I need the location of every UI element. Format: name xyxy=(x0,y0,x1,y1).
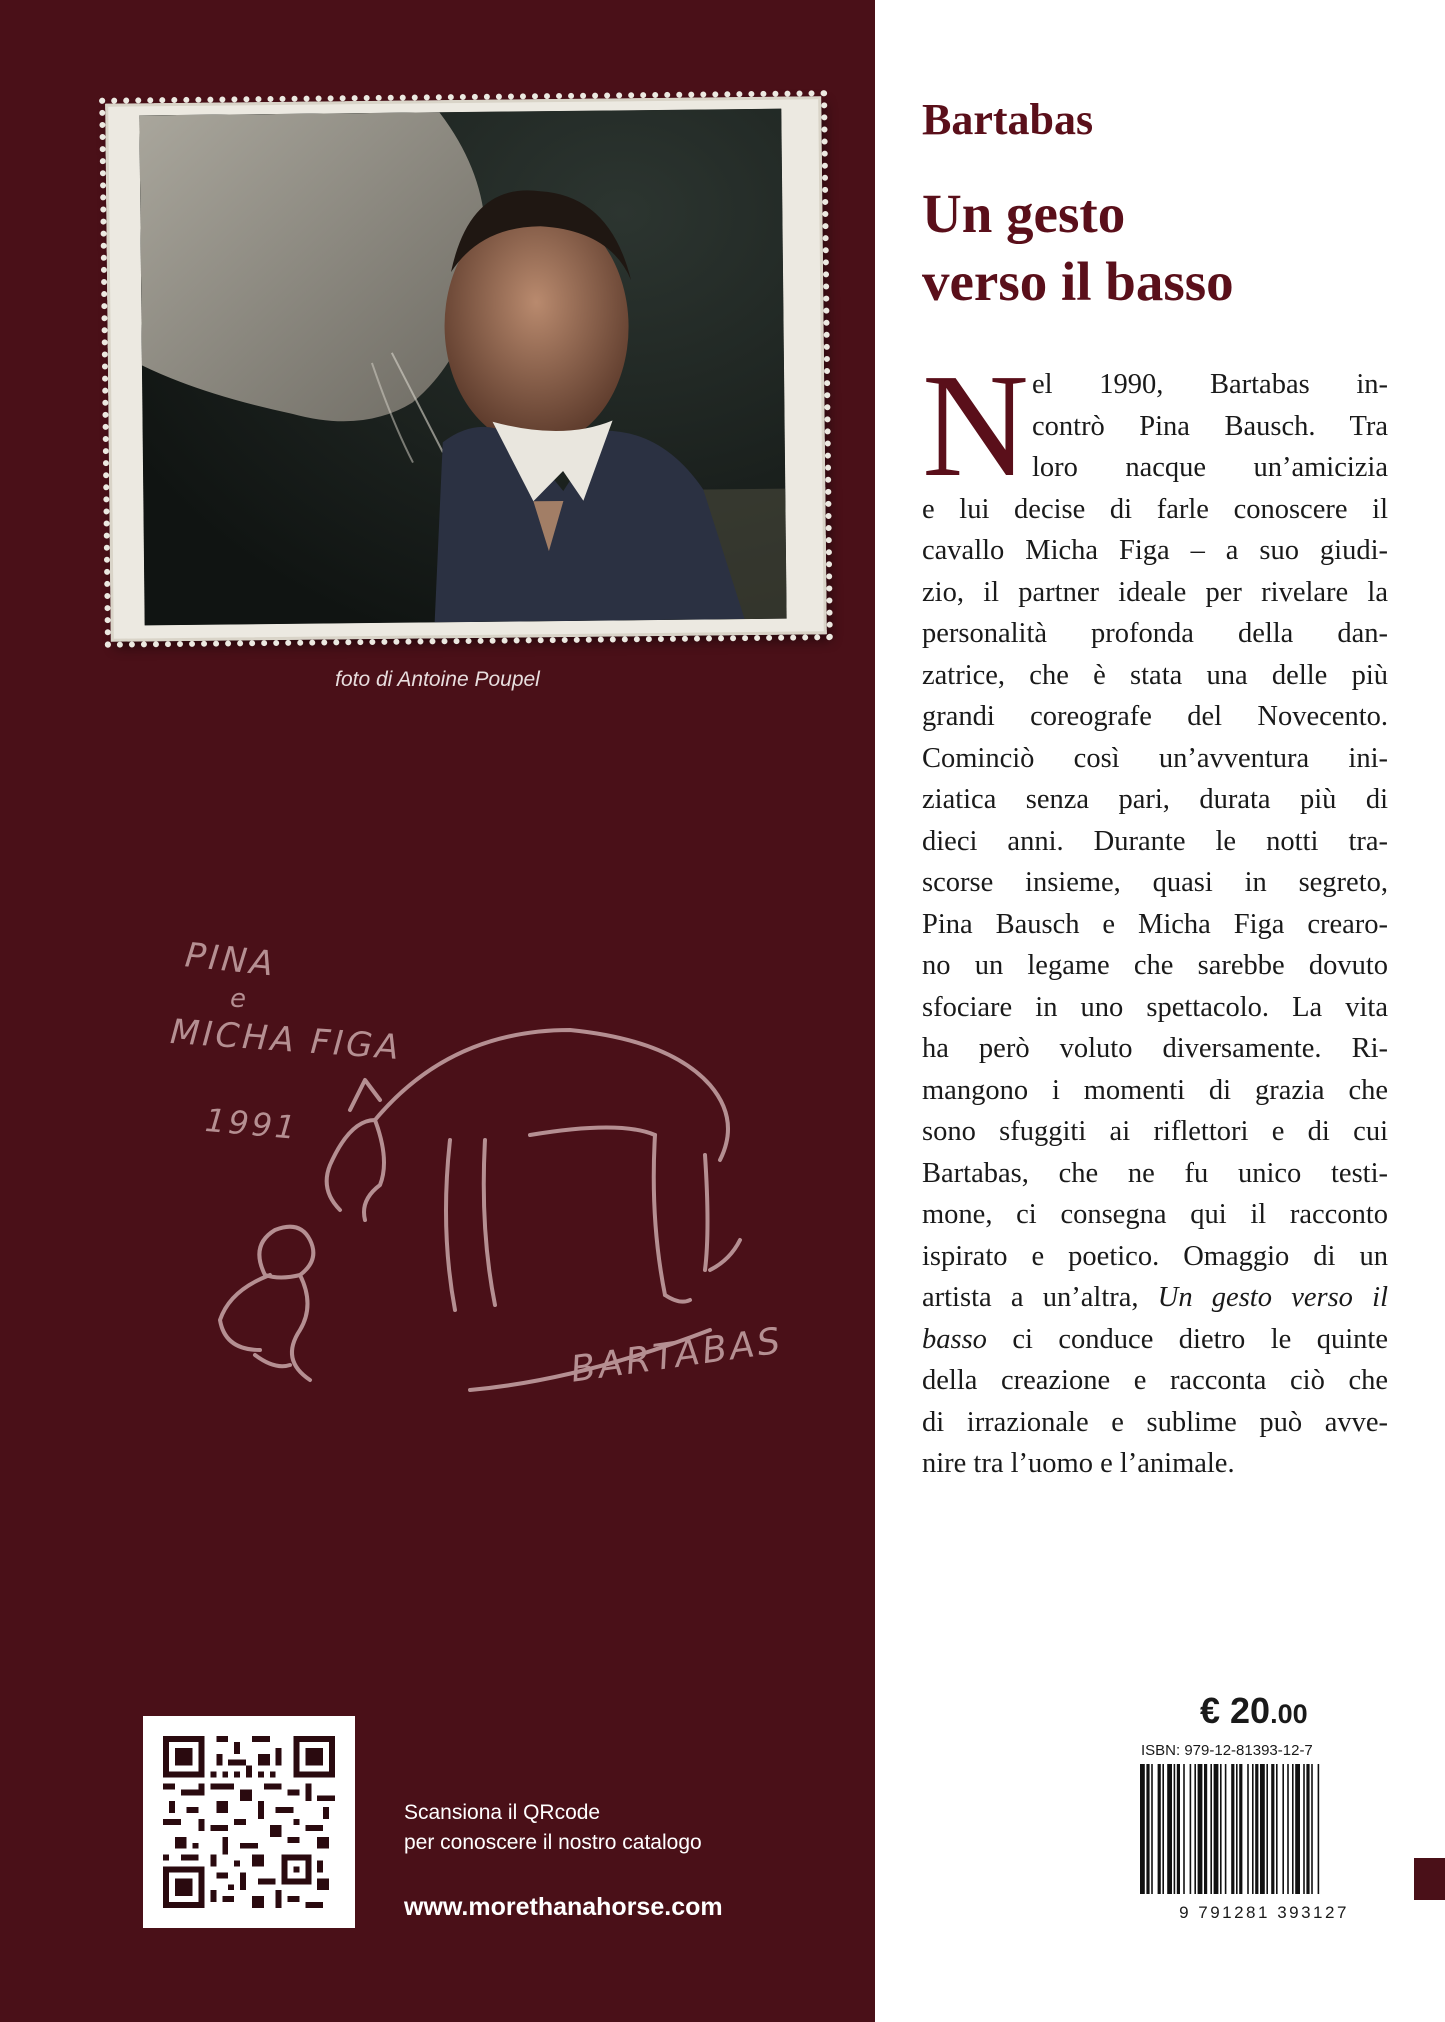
blurb-italic-title-end: basso xyxy=(922,1323,987,1355)
book-blurb xyxy=(922,364,1388,1485)
price-main: € 20 xyxy=(1200,1690,1271,1731)
blurb-segment: artista a un’altra, xyxy=(922,1282,1139,1313)
barcode xyxy=(1140,1764,1388,1894)
blurb-line: el 1990, Bartabas in- xyxy=(1032,369,1388,400)
blurb-line: grandi coreografe del Novecento. xyxy=(922,701,1388,732)
qr-line-2: per conoscere il nostro catalogo xyxy=(404,1831,702,1854)
blurb-italic-title: Un gesto verso il xyxy=(1157,1282,1388,1313)
blurb-line: e lui decise di farle conoscere il xyxy=(922,493,1388,525)
photo-frame xyxy=(105,96,827,641)
qr-line-1: Scansiona il QRcode xyxy=(404,1801,601,1824)
blurb-line: no un legame che sarebbe dovuto xyxy=(922,950,1388,981)
drop-cap: N xyxy=(922,344,1029,508)
blurb-line: dieci anni. Durante le notti tra- xyxy=(922,825,1388,857)
title-line-1: Un gesto xyxy=(922,183,1126,244)
blurb-line: mone, ci consegna qui il racconto xyxy=(922,1199,1388,1230)
sketch-label-pina: PINA xyxy=(183,935,279,985)
blurb-line: Bartabas, che ne fu unico testi- xyxy=(922,1157,1388,1189)
blurb-line xyxy=(922,1319,1388,1361)
blurb-line: ha però voluto diversamente. Ri- xyxy=(922,1033,1388,1064)
sketch-signature: BARTABAS xyxy=(568,1320,786,1391)
blurb-line: sfociare in uno spettacolo. La vita xyxy=(922,991,1388,1023)
blurb-line: loro nacque un’amicizia xyxy=(1032,452,1388,483)
blurb-line: sono sfuggiti ai riflettori e di cui xyxy=(922,1116,1388,1147)
blurb-line: della creazione e racconta ciò che xyxy=(922,1365,1388,1396)
blurb-line: ziatica senza pari, durata più di xyxy=(922,784,1388,815)
isbn: ISBN: 979-12-81393-12-7 xyxy=(1141,1742,1313,1759)
barcode-digits: 9 791281 393127 xyxy=(1179,1903,1349,1922)
blurb-line: zatrice, che è stata una delle più xyxy=(922,659,1388,691)
title-line-2: verso il basso xyxy=(922,251,1234,312)
blurb-line: ispirato e poetico. Omaggio di un xyxy=(922,1240,1388,1272)
blurb-line: contrò Pina Bausch. Tra xyxy=(1032,410,1388,442)
qr-instructions xyxy=(404,1798,702,1858)
photo-caption: foto di Antoine Poupel xyxy=(335,668,540,691)
blurb-line: Cominciò così un’avventura ini- xyxy=(922,742,1388,774)
horse-and-man-photo xyxy=(139,109,786,626)
blurb-segment: ci conduce dietro le quinte xyxy=(1012,1323,1388,1355)
book-title xyxy=(922,180,1392,316)
sketch-label-micha-figa: MICHA FIGA xyxy=(168,1011,404,1069)
author-name: Bartabas xyxy=(922,95,1094,144)
sketch-label-e: e xyxy=(230,984,249,1014)
blurb-line: Pina Bausch e Micha Figa crearo- xyxy=(922,908,1388,940)
blurb-line xyxy=(922,1277,1388,1319)
corner-block xyxy=(1414,1858,1445,1900)
blurb-line: nire tra l’uomo e l’animale. xyxy=(922,1448,1235,1479)
qr-code[interactable] xyxy=(143,1716,355,1928)
website-link[interactable]: www.morethanahorse.com xyxy=(404,1893,723,1921)
blurb-line: scorse insieme, quasi in segreto, xyxy=(922,867,1388,898)
blurb-line: mangono i momenti di grazia che xyxy=(922,1074,1388,1106)
price-cents: .00 xyxy=(1270,1699,1308,1729)
price xyxy=(1200,1690,1308,1732)
blurb-line: cavallo Micha Figa – a suo giudi- xyxy=(922,535,1388,566)
blurb-line: zio, il partner ideale per rivelare la xyxy=(922,576,1388,608)
blurb-line: di irrazionale e sublime può avve- xyxy=(922,1406,1388,1438)
blurb-line: personalità profonda della dan- xyxy=(922,618,1388,649)
sketch-label-year: 1991 xyxy=(203,1101,300,1147)
